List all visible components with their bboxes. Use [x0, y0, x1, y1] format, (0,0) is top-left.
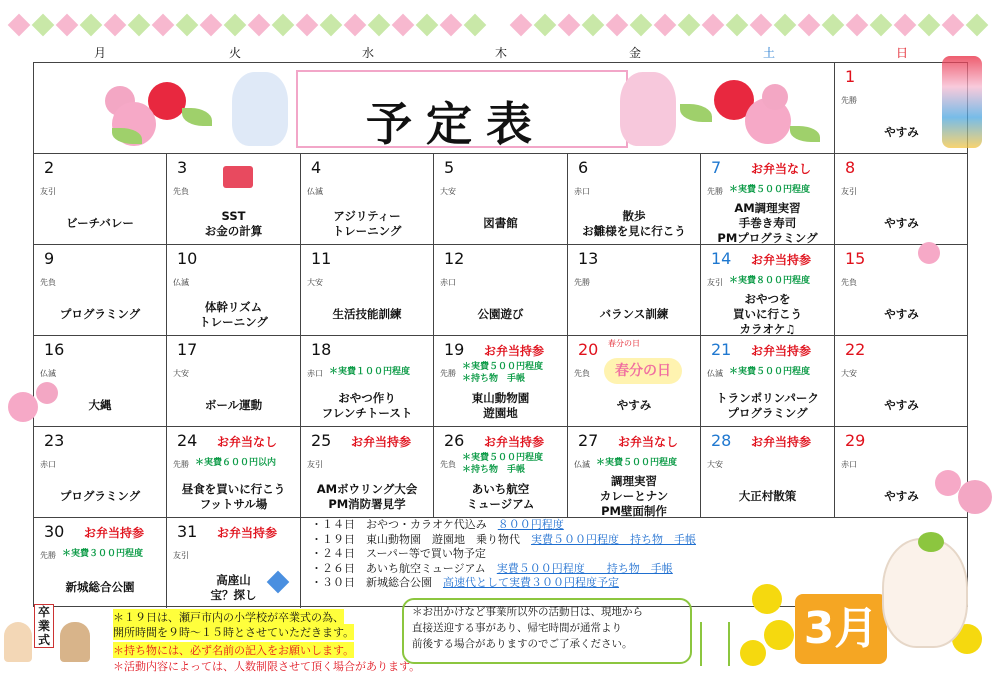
activity: やすみ — [884, 398, 919, 412]
day-cell-10 — [167, 245, 301, 336]
activity: プログラミング — [59, 307, 141, 321]
day-cell-20 — [568, 336, 701, 427]
activity-line-1: あいち航空 — [471, 482, 530, 496]
rokuyo: 友引 — [173, 551, 189, 560]
day-cell-5 — [434, 154, 568, 245]
bento-status: お弁当持参 — [751, 253, 812, 267]
activity: やすみ — [884, 125, 919, 139]
cost-note: ＊実費５００円程度 — [729, 185, 811, 195]
rokuyo: 赤口 — [307, 369, 323, 378]
bento-status: お弁当持参 — [84, 526, 145, 540]
activity-line-1: 昼食を買いに行こう — [181, 482, 286, 496]
notice-yellow-2: 開所時間を９時～１５時とさせていただきます。 — [113, 626, 355, 639]
rokuyo: 仏滅 — [173, 278, 189, 287]
activity-line-1: トランポリンパーク — [716, 391, 819, 405]
activity-line-2: 手巻き寿司 — [738, 216, 797, 230]
rokuyo: 先負 — [440, 460, 456, 469]
weekday-tue: 火 — [229, 46, 242, 60]
activity: 図書館 — [483, 216, 518, 230]
day-number: 22 — [845, 340, 866, 359]
bento-status: お弁当持参 — [484, 344, 545, 358]
rokuyo: 先勝 — [173, 460, 189, 469]
plum-flower-icon — [958, 480, 992, 514]
activity-line-2: 買いに行こう — [733, 307, 802, 321]
bunny-icon — [882, 538, 968, 648]
activity-line-1: AMボウリング大会 — [316, 482, 418, 496]
activity-line-1: 東山動物園 — [471, 391, 530, 405]
activity-line-2: プログラミング — [727, 406, 808, 420]
day-cell-27 — [568, 427, 701, 518]
month-badge: 3月 — [795, 594, 887, 664]
rokuyo: 赤口 — [574, 187, 590, 196]
plum-flower-icon — [8, 392, 38, 422]
day-number: 20 — [578, 340, 599, 359]
day-cell-31 — [167, 518, 301, 608]
day-number: 6 — [578, 158, 589, 177]
day-number: 14 — [711, 249, 732, 268]
bento-status: お弁当持参 — [751, 344, 812, 358]
day-cell-9 — [34, 245, 167, 336]
rokuyo: 先負 — [574, 369, 590, 378]
activity: プログラミング — [59, 489, 141, 503]
day-cell-2 — [34, 154, 167, 245]
day-number: 24 — [177, 431, 198, 450]
activity: 公園遊び — [477, 307, 524, 321]
day-number: 27 — [578, 431, 599, 450]
rokuyo: 先負 — [841, 278, 857, 287]
day-cell-11 — [301, 245, 434, 336]
day-number: 9 — [44, 249, 55, 268]
diamond-garland-right — [510, 14, 988, 36]
activity: ビーチバレー — [66, 216, 134, 230]
day-cell-6 — [568, 154, 701, 245]
note-line-5: ・３０日 新城総合公園 高速代として実費３００円程度予定 — [311, 576, 619, 589]
rokuyo: 大安 — [440, 187, 456, 196]
weekday-sat: 土 — [763, 46, 776, 60]
weekday-wed: 水 — [362, 46, 375, 60]
activity-line-1: AM調理実習 — [734, 201, 801, 215]
bento-status: お弁当持参 — [217, 526, 278, 540]
rokuyo: 仏滅 — [307, 187, 323, 196]
day-number: 23 — [44, 431, 65, 450]
day-cell-25 — [301, 427, 434, 518]
rokuyo: 友引 — [841, 187, 857, 196]
day-cell-17 — [167, 336, 301, 427]
rokuyo: 先勝 — [40, 551, 56, 560]
day-cell-7 — [701, 154, 835, 245]
day-cell-30 — [34, 518, 167, 608]
day-number: 21 — [711, 340, 732, 359]
rokuyo: 友引 — [307, 460, 323, 469]
activity-line-1: SST — [221, 209, 246, 223]
cost-note: ＊実費５００円程度 — [462, 453, 544, 463]
day-number: 25 — [311, 431, 332, 450]
day-cell-12 — [434, 245, 568, 336]
bird-icon — [918, 532, 944, 552]
activity: 大正村散策 — [738, 489, 797, 503]
bento-status: お弁当持参 — [751, 435, 812, 449]
plum-flower-icon — [918, 242, 940, 264]
weekday-sun: 日 — [896, 46, 909, 60]
day-number: 11 — [311, 249, 332, 268]
rokuyo: 大安 — [173, 369, 189, 378]
yellow-flower-icon — [740, 640, 766, 666]
day-number: 17 — [177, 340, 198, 359]
rokuyo: 先負 — [173, 187, 189, 196]
day-cell-23 — [34, 427, 167, 518]
ohina-sama-icon — [620, 72, 676, 146]
rokuyo: 先勝 — [841, 96, 857, 105]
activity-line-1: アジリティー — [333, 209, 401, 223]
plum-flower-icon — [935, 470, 961, 496]
yellow-flower-icon — [764, 620, 794, 650]
rokuyo: 仏滅 — [707, 369, 723, 378]
graduation-sign: 卒業式 — [34, 604, 54, 648]
activity-line-2: フレンチトースト — [321, 406, 413, 420]
day-cell-15 — [835, 245, 968, 336]
activity-line-2: トレーニング — [332, 224, 402, 238]
cost-note-2: ＊持ち物 手帳 — [462, 465, 526, 475]
odairi-sama-icon — [232, 72, 288, 146]
activity-line-1: おやつ作り — [338, 391, 396, 405]
weekday-fri: 金 — [629, 46, 642, 60]
rokuyo: 先負 — [40, 278, 56, 287]
cost-note: ＊実費１００円程度 — [329, 367, 411, 377]
activity-line-2: お雛様を見に行こう — [582, 224, 686, 238]
rokuyo: 大安 — [707, 460, 723, 469]
dandelion-icon — [700, 622, 730, 666]
notice-yellow-1: ＊１９日は、瀬戸市内の小学校が卒業式の為、 — [113, 611, 344, 624]
day-number: 13 — [578, 249, 599, 268]
page-title: 予定表 — [366, 97, 546, 151]
activity-line-1: 散歩 — [622, 209, 646, 223]
student-boy-icon — [4, 622, 32, 662]
day-cell-14 — [701, 245, 835, 336]
day-number: 15 — [845, 249, 866, 268]
day-number: 29 — [845, 431, 866, 450]
day-cell-3 — [167, 154, 301, 245]
bento-status: お弁当なし — [751, 162, 812, 176]
activity-line-2: カレーとナン — [599, 489, 669, 503]
bento-status: お弁当なし — [618, 435, 679, 449]
bento-status: お弁当なし — [217, 435, 278, 449]
day-number: 16 — [44, 340, 65, 359]
rokuyo: 友引 — [40, 187, 56, 196]
notes-list — [311, 518, 696, 591]
hina-dolls-icon — [223, 166, 253, 188]
plum-flower-icon — [762, 84, 788, 110]
day-number: 12 — [444, 249, 465, 268]
note-line-1: ・１４日 おやつ・カラオケ代込み ８００円程度 — [311, 518, 564, 531]
box-line-3: 前後する場合がありますのでご了承ください。 — [412, 638, 633, 650]
diamond-garland-left — [8, 14, 486, 36]
weekday-mon: 月 — [94, 46, 107, 60]
activity-line-3: カラオケ♫ — [739, 322, 796, 336]
activity-line-1: おやつを — [744, 292, 791, 306]
activity-line-3: PM壁面制作 — [601, 504, 667, 518]
day-number: 26 — [444, 431, 465, 450]
note-line-3: ・２４日 スーパー等で買い物予定 — [311, 547, 486, 560]
weekday-thu: 木 — [495, 46, 508, 60]
box-line-1: ＊お出かけなど事業所以外の活動日は、現地から — [412, 606, 643, 618]
day-number: 19 — [444, 340, 465, 359]
rokuyo: 先勝 — [707, 187, 723, 196]
day-cell-8 — [835, 154, 968, 245]
note-line-2: ・１９日 東山動物園 遊園地 乗り物代 実費５００円程度 持ち物 手帳 — [311, 532, 696, 546]
notice-red-1: ＊持ち物には、必ず名前の記入をお願いします。 — [113, 644, 355, 657]
day-number: 30 — [44, 522, 65, 541]
box-line-2: 直接送迎する事があり、帰宅時間が通常より — [412, 622, 622, 634]
activity: 新城総合公園 — [65, 580, 135, 594]
activity-line-1: 調理実習 — [611, 474, 657, 488]
cost-note: ＊実費５００円程度 — [462, 362, 544, 372]
rokuyo: 大安 — [841, 369, 857, 378]
activity: やすみ — [616, 398, 652, 412]
yellow-flower-icon — [752, 584, 782, 614]
holiday-label: 春分の日 — [608, 339, 640, 348]
bento-status: お弁当持参 — [484, 435, 545, 449]
day-cell-21 — [701, 336, 835, 427]
plum-flower-icon — [36, 382, 58, 404]
day-number: 28 — [711, 431, 732, 450]
day-cell-19 — [434, 336, 568, 427]
rokuyo: 赤口 — [440, 278, 456, 287]
day-number: 7 — [711, 158, 722, 177]
day-number: 8 — [845, 158, 856, 177]
rokuyo: 先勝 — [440, 369, 456, 378]
rokuyo: 先勝 — [574, 278, 590, 287]
activity: ボール運動 — [204, 398, 263, 412]
rokuyo: 仏滅 — [40, 369, 56, 378]
student-girl-icon — [60, 622, 90, 662]
hanging-ornament-icon — [942, 56, 982, 148]
cost-note: ＊実費５００円程度 — [596, 458, 678, 468]
day-number: 2 — [44, 158, 55, 177]
cost-note: ＊実費５００円程度 — [729, 367, 811, 377]
day-number: 3 — [177, 158, 188, 177]
activity-line-2: 遊園地 — [483, 406, 518, 420]
activity-line-3: PMプログラミング — [717, 231, 818, 245]
day-cell-4 — [301, 154, 434, 245]
outing-notice-box — [402, 598, 692, 664]
day-cell-13 — [568, 245, 701, 336]
day-number: 10 — [177, 249, 198, 268]
activity: バランス訓練 — [599, 307, 669, 321]
shunbun-badge: 春分の日 — [604, 358, 682, 384]
activity-line-2: ミュージアム — [466, 497, 535, 511]
activity-line-2: フットサル場 — [199, 497, 268, 511]
activity: やすみ — [884, 307, 919, 321]
day-cell-28 — [701, 427, 835, 518]
cost-note-2: ＊持ち物 手帳 — [462, 374, 526, 384]
activity-line-2: 宝？探し — [210, 588, 257, 602]
rokuyo: 友引 — [707, 278, 723, 287]
activity-line-2: PM消防署見学 — [328, 497, 406, 511]
day-number: 31 — [177, 522, 198, 541]
activity-line-2: お金の計算 — [204, 224, 263, 238]
activity: やすみ — [884, 216, 919, 230]
day-number: 4 — [311, 158, 322, 177]
day-cell-22 — [835, 336, 968, 427]
activity-line-1: 高座山 — [216, 573, 251, 587]
day-number: 5 — [444, 158, 455, 177]
note-line-4: ・２６日 あいち航空ミュージアム 実費５００円程度 持ち物 手帳 — [311, 561, 673, 575]
day-cell-16 — [34, 336, 167, 427]
activity-line-2: トレーニング — [199, 315, 268, 329]
activity: やすみ — [884, 489, 919, 503]
rokuyo: 大安 — [307, 278, 323, 287]
day-cell-24 — [167, 427, 301, 518]
cost-note: ＊実費６００円以内 — [195, 458, 277, 468]
rokuyo: 赤口 — [841, 460, 857, 469]
day-cell-18 — [301, 336, 434, 427]
notice-red-2: ＊活動内容によっては、人数制限させて頂く場合があります。 — [113, 660, 421, 673]
rokuyo: 仏滅 — [574, 460, 590, 469]
activity: 生活技能訓練 — [332, 307, 402, 321]
day-cell-26 — [434, 427, 568, 518]
cost-note: ＊実費８００円程度 — [729, 276, 811, 286]
day-number: 1 — [845, 67, 856, 86]
day-number: 18 — [311, 340, 332, 359]
rokuyo: 赤口 — [40, 460, 56, 469]
activity-line-1: 体幹リズム — [204, 300, 263, 314]
activity: 大縄 — [88, 398, 112, 412]
cost-note: ＊実費３００円程度 — [62, 549, 144, 559]
bento-status: お弁当持参 — [351, 435, 412, 449]
